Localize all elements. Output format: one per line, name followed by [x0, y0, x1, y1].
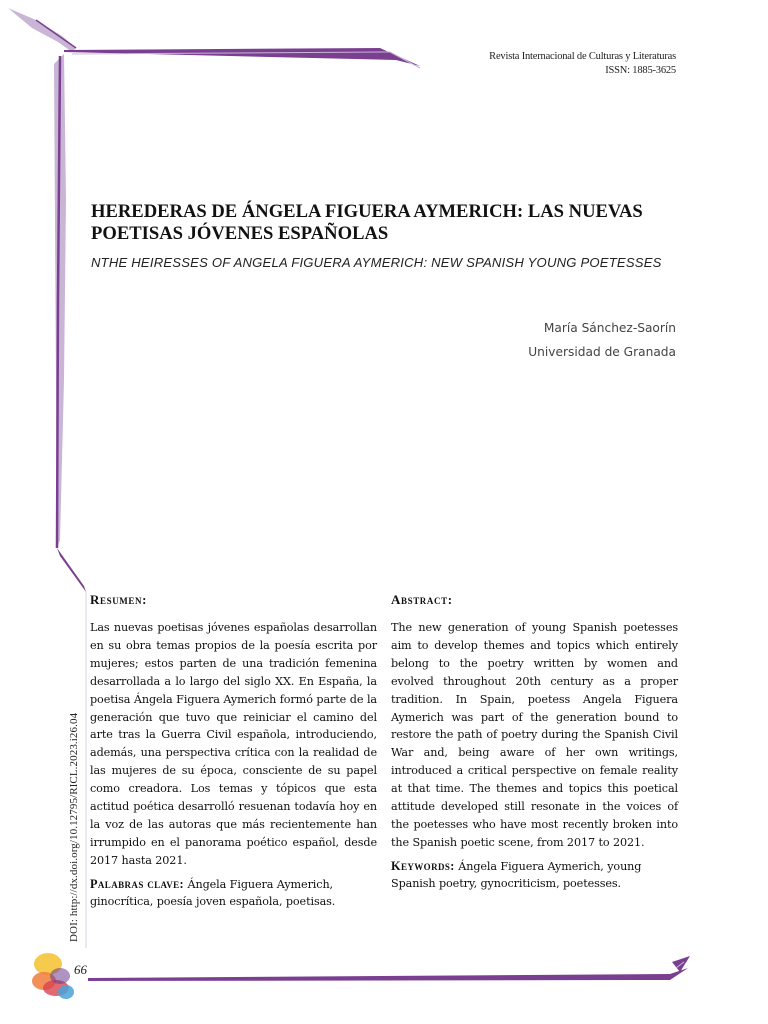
frame-top-left-corner	[8, 8, 76, 52]
resumen-column	[90, 592, 377, 910]
abstract-keywords	[391, 858, 678, 892]
author-affiliation: Universidad de Granada	[528, 345, 676, 359]
frame-top-line	[64, 48, 420, 66]
journal-issn: ISSN: 1885-3625	[605, 65, 676, 76]
journal-header	[489, 50, 676, 78]
doi-link[interactable]: DOI: http://dx.doi.org/10.12795/RICL.2023.i26.04	[68, 712, 80, 942]
abstract-heading: Abstract:	[391, 592, 453, 607]
article-subtitle: NTHE HEIRESSES OF ANGELA FIGUERA AYMERICH: NEW SPANISH YOUNG POETESSES	[91, 255, 662, 270]
author-name: María Sánchez-Saorín	[543, 321, 676, 335]
abstract-keywords-label: Keywords:	[391, 858, 455, 873]
frame-left-band	[54, 54, 66, 548]
resumen-keywords	[90, 876, 377, 910]
resumen-keywords-label: Palabras clave:	[90, 876, 185, 891]
abstract-keywords-text: Ángela Figuera Aymerich, young Spanish poetry, gynocriticism, poetesses.	[391, 859, 642, 890]
resumen-heading: Resumen:	[90, 592, 148, 607]
resumen-text: Las nuevas poetisas jóvenes españolas desarrollan en su obra temas propios de la poesía escrita por mujeres; estos parten de una tradición femenina desarrollada a lo largo del siglo XX. En España, la poetisa Ángela Figuera Aymerich formó parte de la generación que tuvo que reiniciar el camino del arte tras la Guerra Civil española, introduciendo, además, una perspectiva crítica con la realidad de las mujeres de su época, consciente de su papel como creadora. Los temas y tópicos que esta actitud poética desarrolló resuenan todavía hoy en la voz de las autoras que más recientemente han irrumpido en el panorama poético español, desde 2017 hasta 2021.	[90, 621, 377, 867]
article-title: HEREDERAS DE ÁNGELA FIGUERA AYMERICH: LAS NUEVAS POETISAS JÓVENES ESPAÑOLAS	[91, 201, 643, 244]
abstract-column	[391, 592, 678, 892]
resumen-keywords-text: Ángela Figuera Aymerich, ginocrítica, poesía joven española, poetisas.	[90, 877, 336, 908]
abstract-text: The new generation of young Spanish poetesses aim to develop themes and topics which entirely belong to the poetry written by women and evolved throughout 20th century as a proper tradition. In Spain, poetess Angela Figuera Aymerich was part of the generation bound to restore the path of poetry during the Spanish Civil War and, being aware of her own writings, introduced a critical perspective on female reality at that time. The themes and topics this poetical attitude developed still resonate in the voices of the poetesses who have most recently broken into the Spanish poetic scene, from 2017 to 2021.	[391, 621, 678, 849]
page-number: 66	[74, 962, 87, 977]
journal-name: Revista Internacional de Culturas y Literaturas	[489, 51, 676, 62]
author-block	[528, 316, 676, 364]
frame-bottom-line	[88, 968, 688, 981]
frame-left-diagonal	[57, 548, 86, 592]
